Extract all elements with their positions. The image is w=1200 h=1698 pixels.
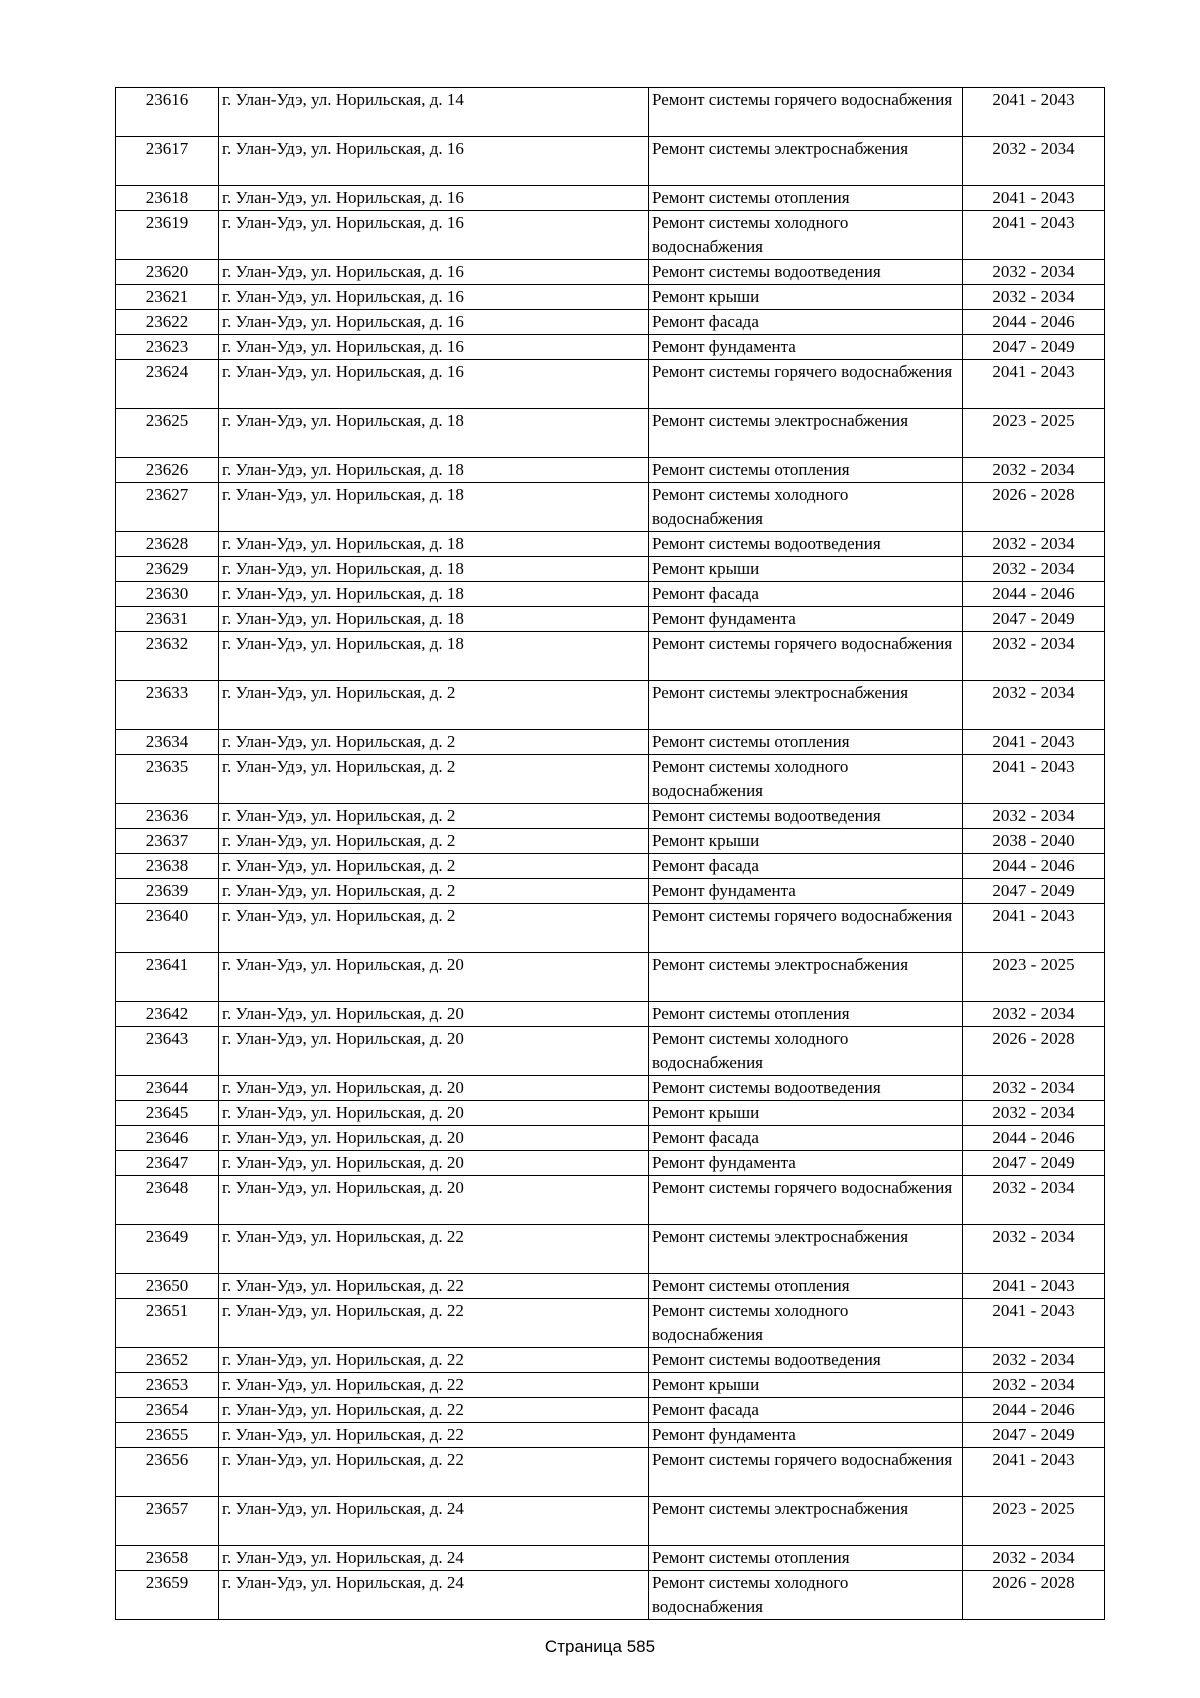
period-cell: 2026 - 2028 — [963, 1571, 1105, 1620]
period-cell: 2047 - 2049 — [963, 607, 1105, 632]
table-row — [116, 409, 1105, 458]
work-type-cell: Ремонт фундамента — [649, 607, 963, 632]
work-type-cell: Ремонт фундамента — [649, 335, 963, 360]
table-row — [116, 310, 1105, 335]
work-type-cell: Ремонт системы водоотведения — [649, 1076, 963, 1101]
address-cell: г. Улан-Удэ, ул. Норильская, д. 18 — [219, 458, 649, 483]
address-cell: г. Улан-Удэ, ул. Норильская, д. 16 — [219, 137, 649, 186]
address-cell: г. Улан-Удэ, ул. Норильская, д. 16 — [219, 186, 649, 211]
row-number-cell: 23654 — [116, 1398, 219, 1423]
row-number-cell: 23637 — [116, 829, 219, 854]
work-type-cell: Ремонт крыши — [649, 1101, 963, 1126]
work-type-cell: Ремонт системы горячего водоснабжения — [649, 904, 963, 953]
table-row — [116, 335, 1105, 360]
work-type-cell: Ремонт системы отопления — [649, 1546, 963, 1571]
address-cell: г. Улан-Удэ, ул. Норильская, д. 20 — [219, 1176, 649, 1225]
row-number-cell: 23619 — [116, 211, 219, 260]
work-type-cell: Ремонт фундамента — [649, 879, 963, 904]
period-cell: 2032 - 2034 — [963, 137, 1105, 186]
table-row — [116, 730, 1105, 755]
work-type-cell: Ремонт системы электроснабжения — [649, 681, 963, 730]
table-row — [116, 1299, 1105, 1348]
address-cell: г. Улан-Удэ, ул. Норильская, д. 18 — [219, 483, 649, 532]
period-cell: 2032 - 2034 — [963, 1348, 1105, 1373]
table-row — [116, 804, 1105, 829]
work-type-cell: Ремонт фасада — [649, 310, 963, 335]
row-number-cell: 23626 — [116, 458, 219, 483]
address-cell: г. Улан-Удэ, ул. Норильская, д. 22 — [219, 1348, 649, 1373]
period-cell: 2032 - 2034 — [963, 1373, 1105, 1398]
table-row — [116, 137, 1105, 186]
period-cell: 2032 - 2034 — [963, 1076, 1105, 1101]
period-cell: 2041 - 2043 — [963, 904, 1105, 953]
period-cell: 2041 - 2043 — [963, 186, 1105, 211]
row-number-cell: 23642 — [116, 1002, 219, 1027]
address-cell: г. Улан-Удэ, ул. Норильская, д. 22 — [219, 1225, 649, 1274]
row-number-cell: 23628 — [116, 532, 219, 557]
period-cell: 2032 - 2034 — [963, 1546, 1105, 1571]
address-cell: г. Улан-Удэ, ул. Норильская, д. 18 — [219, 632, 649, 681]
row-number-cell: 23630 — [116, 582, 219, 607]
address-cell: г. Улан-Удэ, ул. Норильская, д. 18 — [219, 557, 649, 582]
row-number-cell: 23641 — [116, 953, 219, 1002]
address-cell: г. Улан-Удэ, ул. Норильская, д. 20 — [219, 1002, 649, 1027]
row-number-cell: 23636 — [116, 804, 219, 829]
row-number-cell: 23624 — [116, 360, 219, 409]
row-number-cell: 23652 — [116, 1348, 219, 1373]
table-row — [116, 285, 1105, 310]
row-number-cell: 23640 — [116, 904, 219, 953]
address-cell: г. Улан-Удэ, ул. Норильская, д. 2 — [219, 904, 649, 953]
work-type-cell: Ремонт крыши — [649, 285, 963, 310]
period-cell: 2041 - 2043 — [963, 730, 1105, 755]
period-cell: 2032 - 2034 — [963, 458, 1105, 483]
table-row — [116, 1076, 1105, 1101]
address-cell: г. Улан-Удэ, ул. Норильская, д. 18 — [219, 607, 649, 632]
table-row — [116, 854, 1105, 879]
address-cell: г. Улан-Удэ, ул. Норильская, д. 24 — [219, 1546, 649, 1571]
period-cell: 2047 - 2049 — [963, 335, 1105, 360]
table-row — [116, 1398, 1105, 1423]
table-row — [116, 1348, 1105, 1373]
work-type-cell: Ремонт системы водоотведения — [649, 260, 963, 285]
table-row — [116, 1423, 1105, 1448]
work-type-cell: Ремонт системы холодного водоснабжения — [649, 483, 963, 532]
work-type-cell: Ремонт системы горячего водоснабжения — [649, 1176, 963, 1225]
period-cell: 2032 - 2034 — [963, 1002, 1105, 1027]
period-cell: 2026 - 2028 — [963, 1027, 1105, 1076]
address-cell: г. Улан-Удэ, ул. Норильская, д. 16 — [219, 211, 649, 260]
row-number-cell: 23657 — [116, 1497, 219, 1546]
address-cell: г. Улан-Удэ, ул. Норильская, д. 16 — [219, 360, 649, 409]
address-cell: г. Улан-Удэ, ул. Норильская, д. 20 — [219, 1151, 649, 1176]
row-number-cell: 23632 — [116, 632, 219, 681]
table-row — [116, 458, 1105, 483]
address-cell: г. Улан-Удэ, ул. Норильская, д. 16 — [219, 310, 649, 335]
work-type-cell: Ремонт системы электроснабжения — [649, 1497, 963, 1546]
address-cell: г. Улан-Удэ, ул. Норильская, д. 22 — [219, 1274, 649, 1299]
address-cell: г. Улан-Удэ, ул. Норильская, д. 14 — [219, 88, 649, 137]
table-row — [116, 88, 1105, 137]
table-row — [116, 582, 1105, 607]
row-number-cell: 23616 — [116, 88, 219, 137]
table-row — [116, 1274, 1105, 1299]
address-cell: г. Улан-Удэ, ул. Норильская, д. 2 — [219, 804, 649, 829]
work-type-cell: Ремонт фасада — [649, 1126, 963, 1151]
work-type-cell: Ремонт системы водоотведения — [649, 532, 963, 557]
row-number-cell: 23627 — [116, 483, 219, 532]
work-type-cell: Ремонт системы горячего водоснабжения — [649, 632, 963, 681]
table-row — [116, 1546, 1105, 1571]
work-type-cell: Ремонт системы холодного водоснабжения — [649, 1027, 963, 1076]
row-number-cell: 23649 — [116, 1225, 219, 1274]
row-number-cell: 23625 — [116, 409, 219, 458]
work-type-cell: Ремонт системы электроснабжения — [649, 1225, 963, 1274]
row-number-cell: 23645 — [116, 1101, 219, 1126]
table-row — [116, 632, 1105, 681]
row-number-cell: 23653 — [116, 1373, 219, 1398]
period-cell: 2044 - 2046 — [963, 1126, 1105, 1151]
work-type-cell: Ремонт системы водоотведения — [649, 1348, 963, 1373]
period-cell: 2041 - 2043 — [963, 1274, 1105, 1299]
table-row — [116, 211, 1105, 260]
table-row — [116, 755, 1105, 804]
work-type-cell: Ремонт системы отопления — [649, 1274, 963, 1299]
period-cell: 2047 - 2049 — [963, 1151, 1105, 1176]
table-row — [116, 260, 1105, 285]
period-cell: 2032 - 2034 — [963, 681, 1105, 730]
work-type-cell: Ремонт крыши — [649, 557, 963, 582]
address-cell: г. Улан-Удэ, ул. Норильская, д. 2 — [219, 755, 649, 804]
address-cell: г. Улан-Удэ, ул. Норильская, д. 20 — [219, 1076, 649, 1101]
period-cell: 2041 - 2043 — [963, 88, 1105, 137]
work-type-cell: Ремонт системы отопления — [649, 458, 963, 483]
address-cell: г. Улан-Удэ, ул. Норильская, д. 22 — [219, 1299, 649, 1348]
address-cell: г. Улан-Удэ, ул. Норильская, д. 22 — [219, 1398, 649, 1423]
period-cell: 2023 - 2025 — [963, 409, 1105, 458]
row-number-cell: 23631 — [116, 607, 219, 632]
table-row — [116, 953, 1105, 1002]
table-row — [116, 532, 1105, 557]
period-cell: 2047 - 2049 — [963, 1423, 1105, 1448]
work-type-cell: Ремонт системы холодного водоснабжения — [649, 1571, 963, 1620]
address-cell: г. Улан-Удэ, ул. Норильская, д. 22 — [219, 1423, 649, 1448]
work-type-cell: Ремонт системы электроснабжения — [649, 409, 963, 458]
row-number-cell: 23651 — [116, 1299, 219, 1348]
table-row — [116, 1176, 1105, 1225]
period-cell: 2023 - 2025 — [963, 953, 1105, 1002]
work-type-cell: Ремонт системы электроснабжения — [649, 953, 963, 1002]
address-cell: г. Улан-Удэ, ул. Норильская, д. 18 — [219, 582, 649, 607]
address-cell: г. Улан-Удэ, ул. Норильская, д. 2 — [219, 829, 649, 854]
repair-schedule-table — [115, 87, 1105, 1620]
row-number-cell: 23644 — [116, 1076, 219, 1101]
row-number-cell: 23620 — [116, 260, 219, 285]
row-number-cell: 23633 — [116, 681, 219, 730]
table-row — [116, 1151, 1105, 1176]
work-type-cell: Ремонт крыши — [649, 1373, 963, 1398]
period-cell: 2032 - 2034 — [963, 632, 1105, 681]
period-cell: 2041 - 2043 — [963, 755, 1105, 804]
address-cell: г. Улан-Удэ, ул. Норильская, д. 2 — [219, 730, 649, 755]
address-cell: г. Улан-Удэ, ул. Норильская, д. 18 — [219, 409, 649, 458]
period-cell: 2044 - 2046 — [963, 1398, 1105, 1423]
period-cell: 2044 - 2046 — [963, 854, 1105, 879]
address-cell: г. Улан-Удэ, ул. Норильская, д. 20 — [219, 1126, 649, 1151]
work-type-cell: Ремонт фундамента — [649, 1423, 963, 1448]
work-type-cell: Ремонт системы электроснабжения — [649, 137, 963, 186]
address-cell: г. Улан-Удэ, ул. Норильская, д. 18 — [219, 532, 649, 557]
work-type-cell: Ремонт системы отопления — [649, 1002, 963, 1027]
table-row — [116, 607, 1105, 632]
row-number-cell: 23635 — [116, 755, 219, 804]
row-number-cell: 23618 — [116, 186, 219, 211]
table-row — [116, 1571, 1105, 1620]
address-cell: г. Улан-Удэ, ул. Норильская, д. 16 — [219, 260, 649, 285]
address-cell: г. Улан-Удэ, ул. Норильская, д. 24 — [219, 1571, 649, 1620]
row-number-cell: 23647 — [116, 1151, 219, 1176]
work-type-cell: Ремонт фасада — [649, 582, 963, 607]
table-row — [116, 1225, 1105, 1274]
work-type-cell: Ремонт системы отопления — [649, 186, 963, 211]
address-cell: г. Улан-Удэ, ул. Норильская, д. 20 — [219, 1101, 649, 1126]
table-row — [116, 681, 1105, 730]
address-cell: г. Улан-Удэ, ул. Норильская, д. 16 — [219, 335, 649, 360]
address-cell: г. Улан-Удэ, ул. Норильская, д. 20 — [219, 1027, 649, 1076]
table-row — [116, 186, 1105, 211]
period-cell: 2032 - 2034 — [963, 1176, 1105, 1225]
row-number-cell: 23648 — [116, 1176, 219, 1225]
table-row — [116, 1373, 1105, 1398]
row-number-cell: 23656 — [116, 1448, 219, 1497]
row-number-cell: 23623 — [116, 335, 219, 360]
period-cell: 2032 - 2034 — [963, 1225, 1105, 1274]
table-row — [116, 1448, 1105, 1497]
period-cell: 2023 - 2025 — [963, 1497, 1105, 1546]
period-cell: 2032 - 2034 — [963, 285, 1105, 310]
table-row — [116, 1027, 1105, 1076]
period-cell: 2032 - 2034 — [963, 532, 1105, 557]
row-number-cell: 23659 — [116, 1571, 219, 1620]
address-cell: г. Улан-Удэ, ул. Норильская, д. 24 — [219, 1497, 649, 1546]
row-number-cell: 23638 — [116, 854, 219, 879]
table-row — [116, 557, 1105, 582]
work-type-cell: Ремонт фасада — [649, 854, 963, 879]
table-row — [116, 1101, 1105, 1126]
work-type-cell: Ремонт системы горячего водоснабжения — [649, 88, 963, 137]
row-number-cell: 23617 — [116, 137, 219, 186]
table-row — [116, 829, 1105, 854]
work-type-cell: Ремонт фасада — [649, 1398, 963, 1423]
row-number-cell: 23650 — [116, 1274, 219, 1299]
address-cell: г. Улан-Удэ, ул. Норильская, д. 2 — [219, 879, 649, 904]
address-cell: г. Улан-Удэ, ул. Норильская, д. 22 — [219, 1373, 649, 1398]
work-type-cell: Ремонт системы холодного водоснабжения — [649, 211, 963, 260]
work-type-cell: Ремонт системы холодного водоснабжения — [649, 1299, 963, 1348]
work-type-cell: Ремонт системы холодного водоснабжения — [649, 755, 963, 804]
period-cell: 2032 - 2034 — [963, 260, 1105, 285]
row-number-cell: 23643 — [116, 1027, 219, 1076]
period-cell: 2044 - 2046 — [963, 310, 1105, 335]
period-cell: 2032 - 2034 — [963, 804, 1105, 829]
work-type-cell: Ремонт системы отопления — [649, 730, 963, 755]
period-cell: 2026 - 2028 — [963, 483, 1105, 532]
address-cell: г. Улан-Удэ, ул. Норильская, д. 22 — [219, 1448, 649, 1497]
row-number-cell: 23634 — [116, 730, 219, 755]
period-cell: 2038 - 2040 — [963, 829, 1105, 854]
row-number-cell: 23658 — [116, 1546, 219, 1571]
table-row — [116, 483, 1105, 532]
row-number-cell: 23655 — [116, 1423, 219, 1448]
work-type-cell: Ремонт крыши — [649, 829, 963, 854]
address-cell: г. Улан-Удэ, ул. Норильская, д. 2 — [219, 681, 649, 730]
period-cell: 2044 - 2046 — [963, 582, 1105, 607]
address-cell: г. Улан-Удэ, ул. Норильская, д. 2 — [219, 854, 649, 879]
table-row — [116, 1002, 1105, 1027]
work-type-cell: Ремонт системы водоотведения — [649, 804, 963, 829]
row-number-cell: 23621 — [116, 285, 219, 310]
work-type-cell: Ремонт фундамента — [649, 1151, 963, 1176]
address-cell: г. Улан-Удэ, ул. Норильская, д. 16 — [219, 285, 649, 310]
table-row — [116, 1126, 1105, 1151]
period-cell: 2047 - 2049 — [963, 879, 1105, 904]
period-cell: 2041 - 2043 — [963, 211, 1105, 260]
work-type-cell: Ремонт системы горячего водоснабжения — [649, 1448, 963, 1497]
table-row — [116, 904, 1105, 953]
row-number-cell: 23639 — [116, 879, 219, 904]
row-number-cell: 23646 — [116, 1126, 219, 1151]
page-number: Страница 585 — [544, 1637, 656, 1656]
period-cell: 2041 - 2043 — [963, 1448, 1105, 1497]
row-number-cell: 23622 — [116, 310, 219, 335]
work-type-cell: Ремонт системы горячего водоснабжения — [649, 360, 963, 409]
table-row — [116, 360, 1105, 409]
period-cell: 2032 - 2034 — [963, 1101, 1105, 1126]
period-cell: 2041 - 2043 — [963, 1299, 1105, 1348]
period-cell: 2032 - 2034 — [963, 557, 1105, 582]
table-row — [116, 1497, 1105, 1546]
period-cell: 2041 - 2043 — [963, 360, 1105, 409]
row-number-cell: 23629 — [116, 557, 219, 582]
address-cell: г. Улан-Удэ, ул. Норильская, д. 20 — [219, 953, 649, 1002]
table-body — [116, 88, 1105, 1620]
table-row — [116, 879, 1105, 904]
